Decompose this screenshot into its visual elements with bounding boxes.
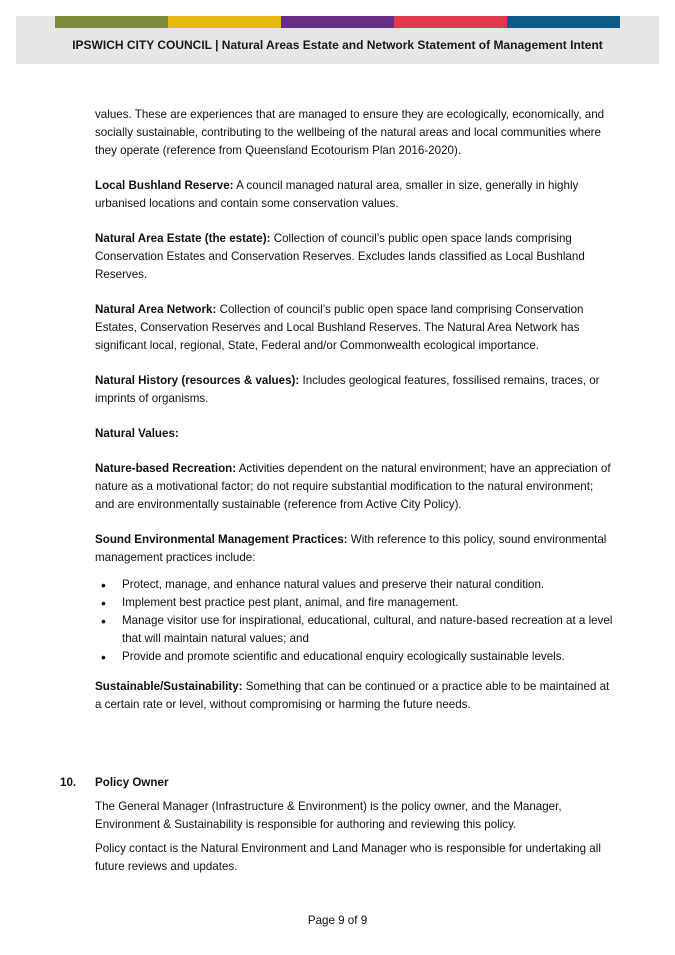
page-number: Page 9 of 9 (307, 914, 368, 927)
section-number: 10. (60, 776, 77, 789)
definition-term: Natural Area Network: (95, 303, 217, 316)
definition-sustainability (95, 678, 615, 714)
strip-segment-blue (507, 16, 620, 28)
definition-term: Sound Environmental Management Practices: (95, 533, 348, 546)
definition-text: Collection of council’s public open space lands comprising Conservation Estates and Conservation Reserves. Excludes lands classified as Local Bushland Reserves. (95, 232, 585, 281)
header-title: IPSWICH CITY COUNCIL | Natural Areas Estate and Network Statement of Management Intent (72, 38, 603, 52)
definition-text: Includes geological features, fossilised remains, traces, or imprints of organisms. (95, 374, 600, 405)
definitions-content (95, 106, 615, 731)
definition-natural-values (95, 425, 615, 443)
bullet-item: • Provide and promote scientific and educational enquiry ecologically sustainable levels. (122, 648, 615, 666)
header-color-strip (55, 16, 620, 28)
definition-term: Nature-based Recreation: (95, 462, 237, 475)
definition-sound-environmental-management (95, 531, 615, 567)
bullet-item: • Manage visitor use for inspirational, educational, cultural, and nature-based recreation at a level that will maintain natural values; and (122, 612, 615, 648)
strip-segment-yellow (168, 16, 281, 28)
definition-term: Natural Values: (95, 427, 179, 440)
bullet-item: • Protect, manage, and enhance natural values and preserve their natural condition. (122, 576, 615, 594)
strip-segment-olive (55, 16, 168, 28)
definition-text: With reference to this policy, sound environmental management practices include: (95, 533, 607, 564)
definition-term: Sustainable/Sustainability: (95, 680, 243, 693)
definition-term: Natural History (resources & values): (95, 374, 300, 387)
definition-values (95, 106, 615, 160)
section-heading (60, 774, 620, 792)
definition-nature-based-recreation (95, 460, 615, 514)
strip-segment-purple (281, 16, 394, 28)
strip-segment-red (394, 16, 507, 28)
definition-text: Something that can be continued or a practice able to be maintained at a certain rate or level, without compromising or harming the future needs. (95, 680, 610, 711)
definition-text: Collection of council’s public open space land comprising Conservation Estates, Conservation Reserves and Local Bushland Reserves. The Natural Area Network has significant local, regional, State, Federal and/or Commonwealth ecological importance. (95, 303, 584, 352)
definition-term: Natural Area Estate (the estate): (95, 232, 271, 245)
definition-natural-area-estate (95, 230, 615, 284)
section-policy-owner (60, 774, 620, 882)
section-paragraph: The General Manager (Infrastructure & Environment) is the policy owner, and the Manager, Environment & Sustainability is responsible for authoring and reviewing this policy. (95, 800, 562, 831)
practices-bullet-list (95, 576, 615, 666)
definition-text: A council managed natural area, smaller in size, generally in highly urbanised locations and contain some conservation values. (95, 179, 579, 210)
section-paragraph: Policy contact is the Natural Environment and Land Manager who is responsible for undertaking all future reviews and updates. (95, 842, 601, 873)
definition-term: Local Bushland Reserve: (95, 179, 234, 192)
definition-text: values. These are experiences that are managed to ensure they are ecologically, economically, and socially sustainable, contributing to the wellbeing of the natural areas and local communities where they operate (reference from Queensland Ecotourism Plan 2016-2020). (95, 108, 605, 157)
definition-natural-history (95, 372, 615, 408)
definition-natural-area-network (95, 301, 615, 355)
section-body (95, 798, 620, 876)
section-title: Policy Owner (95, 776, 169, 789)
definition-local-bushland-reserve (95, 177, 615, 213)
definition-text: Activities dependent on the natural environment; have an appreciation of nature as a motivational factor; do not require substantial modification to the natural environment; and are environmentally sustainable (reference from Active City Policy). (95, 462, 611, 511)
bullet-item: • Implement best practice pest plant, animal, and fire management. (122, 594, 615, 612)
